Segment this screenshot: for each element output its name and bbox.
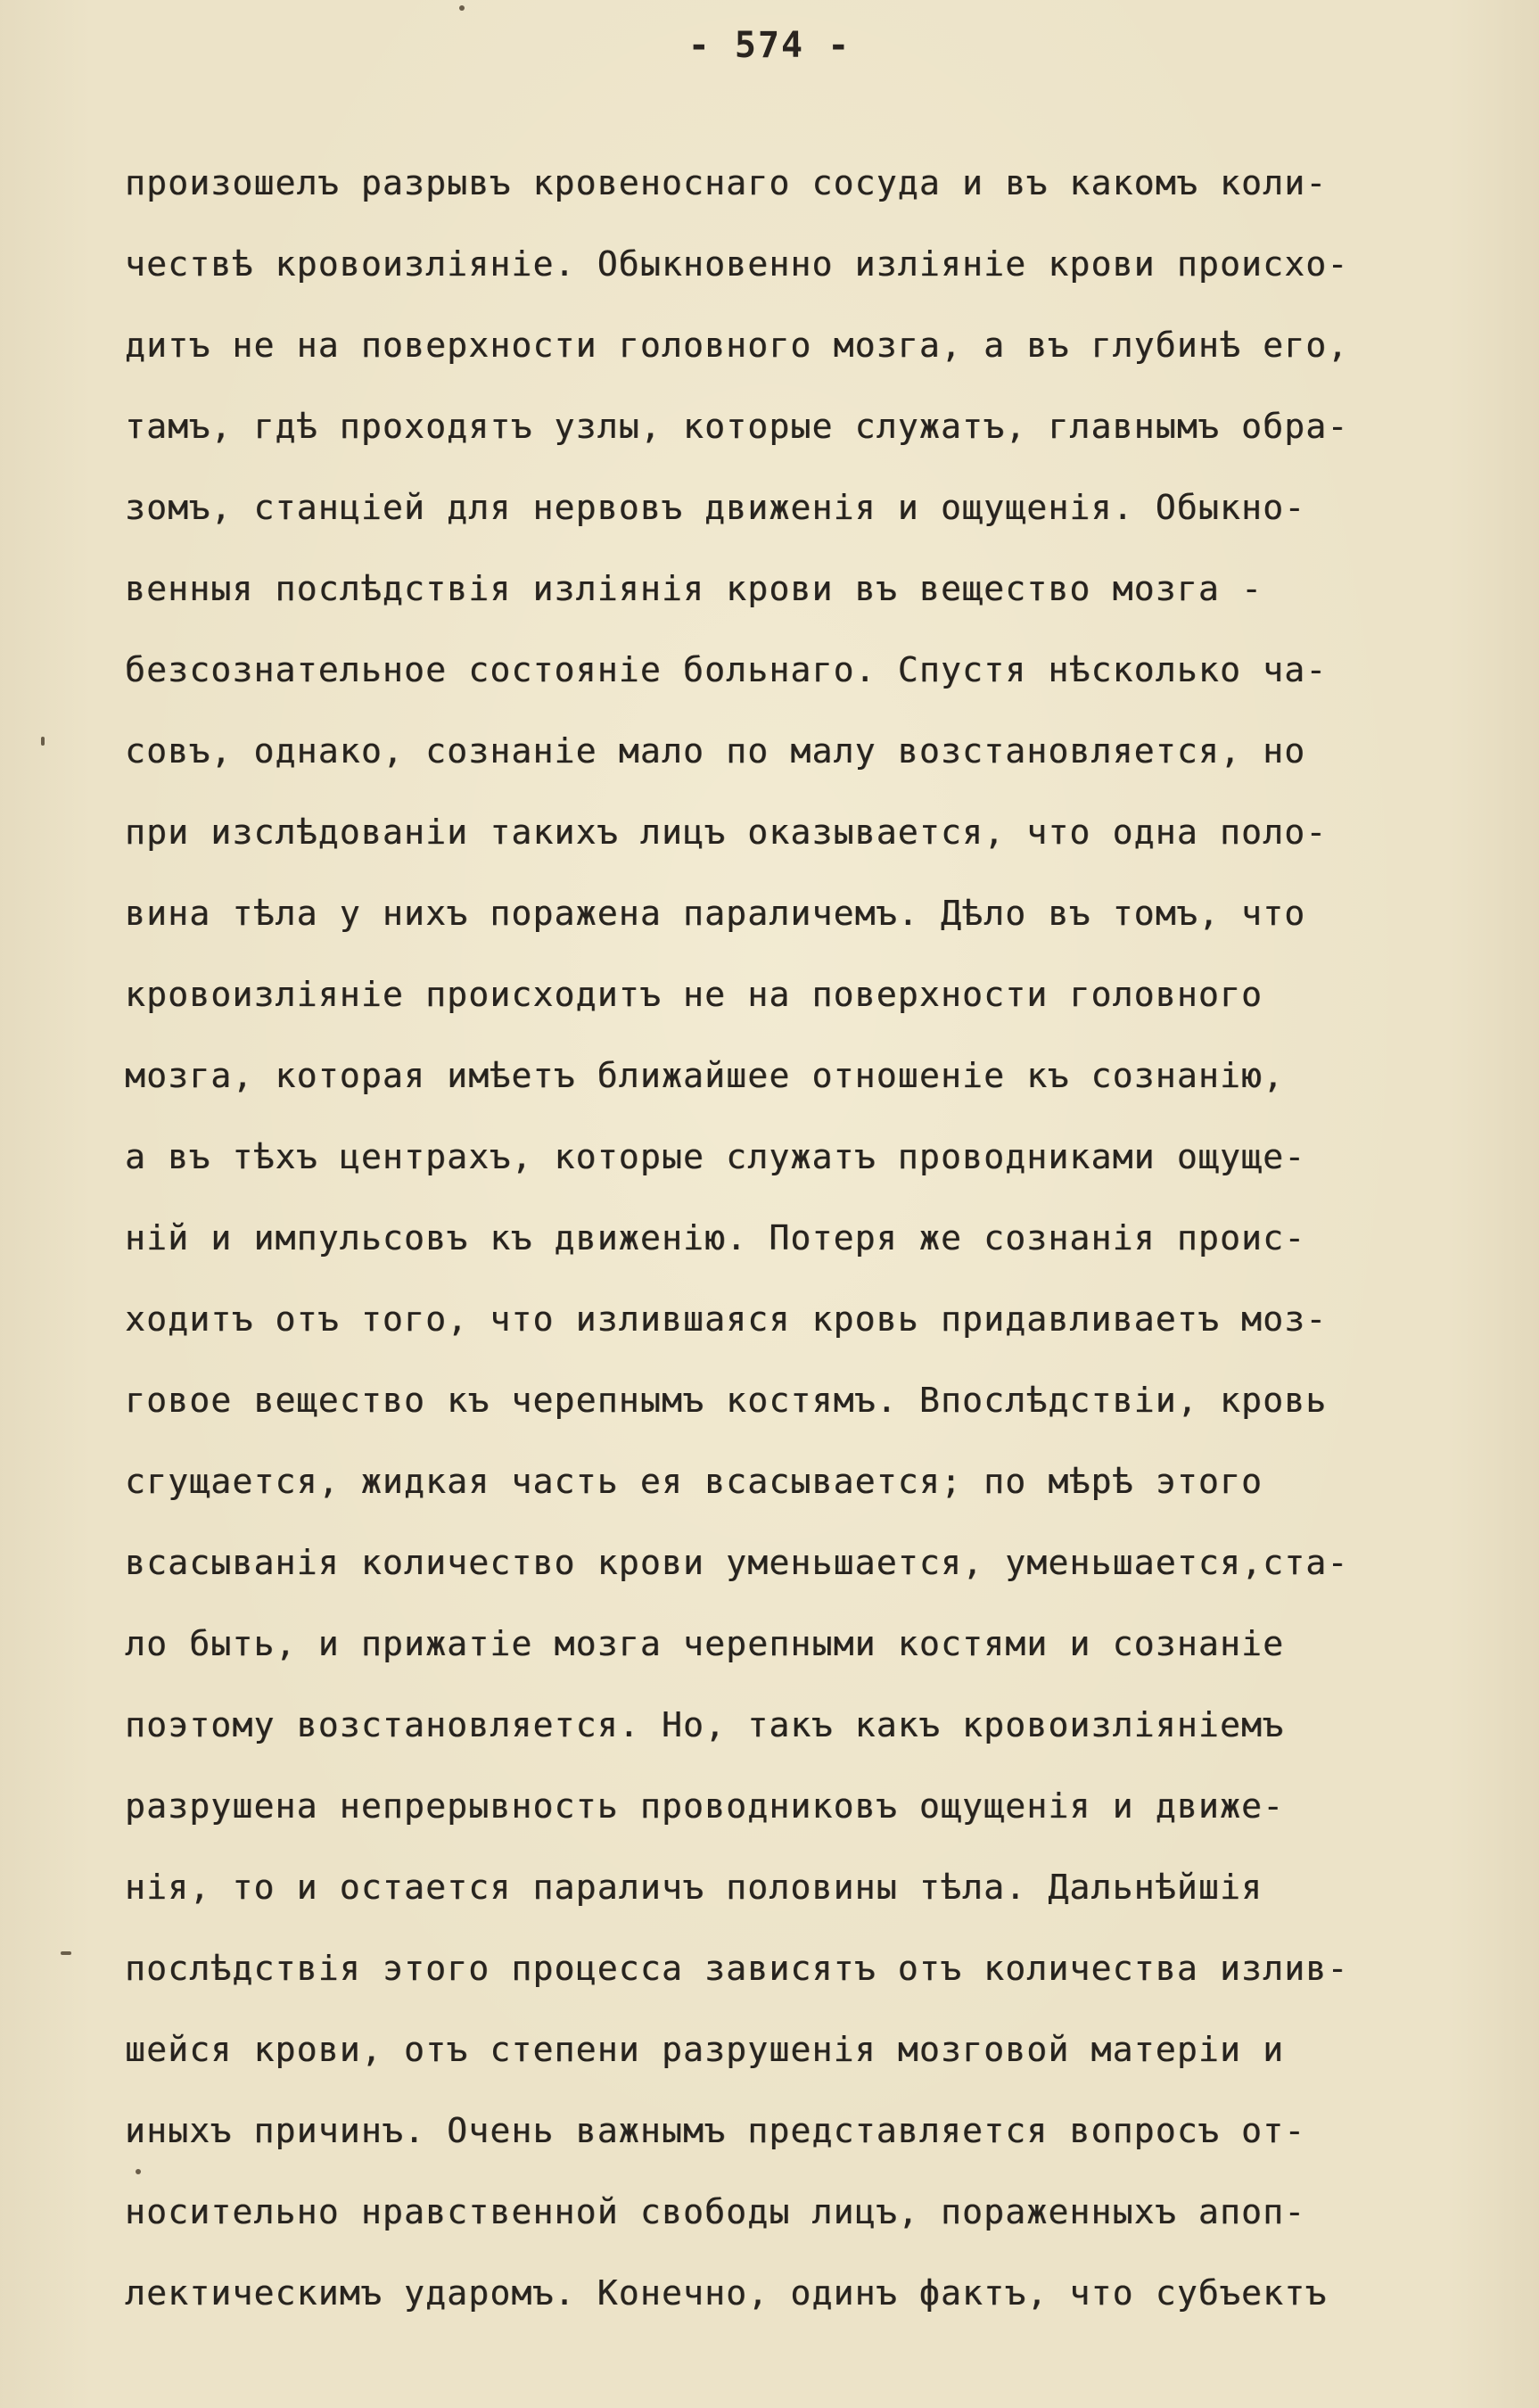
text-line: при изслѣдованiи такихъ лицъ оказывается, что одна поло- [125, 812, 1328, 852]
text-line: послѣдствiя этого процесса зависятъ отъ количества излив- [125, 1949, 1349, 1988]
text-line: всасыванiя количество крови уменьшается, уменьшается,ста- [125, 1543, 1349, 1582]
text-line: мозга, которая имѣетъ ближайшее отношенiе къ сознанiю, [125, 1056, 1285, 1095]
text-line: совъ, однако, сознанiе мало по малу возстановляется, но [125, 731, 1306, 771]
text-line: тамъ, гдѣ проходятъ узлы, которые служатъ, главнымъ обра- [125, 407, 1349, 446]
ink-speck [136, 2169, 141, 2174]
text-line: ло быть, и прижатiе мозга черепными костями и сознанiе [125, 1624, 1285, 1663]
ink-speck [41, 737, 45, 746]
text-line: лектическимъ ударомъ. Конечно, одинъ фактъ, что субъектъ [125, 2273, 1328, 2313]
text-line: венныя послѣдствiя излiянiя крови въ вещество мозга - [125, 569, 1263, 608]
text-line: шейся крови, отъ степени разрушенiя мозговой матерiи и [125, 2030, 1285, 2069]
text-line: нiй и импульсовъ къ движенiю. Потеря же сознанiя проис- [125, 1218, 1306, 1258]
text-line: дитъ не на поверхности головного мозга, а въ глубинѣ его, [125, 326, 1349, 365]
text-line: а въ тѣхъ центрахъ, которые служатъ проводниками ощуще- [125, 1137, 1306, 1176]
text-line: вина тѣла у нихъ поражена параличемъ. Дѣло въ томъ, что [125, 894, 1306, 933]
text-line: разрушена непрерывность проводниковъ ощущенiя и движе- [125, 1786, 1285, 1826]
text-line: говое вещество къ черепнымъ костямъ. Впослѣдствiи, кровь [125, 1381, 1328, 1420]
text-line: чествѣ кровоизлiянiе. Обыкновенно излiянiе крови происхо- [125, 244, 1349, 284]
text-line: сгущается, жидкая часть ея всасывается; по мѣрѣ этого [125, 1462, 1263, 1501]
text-line: безсознательное состоянiе больнаго. Спустя нѣсколько ча- [125, 650, 1328, 689]
text-line: поэтому возстановляется. Но, такъ какъ кровоизлiянiемъ [125, 1705, 1285, 1744]
text-line: ходитъ отъ того, что излившаяся кровь придавливаетъ моз- [125, 1299, 1328, 1339]
body-text [125, 143, 1516, 2334]
text-line: иныхъ причинъ. Очень важнымъ представляется вопросъ от- [125, 2111, 1306, 2150]
text-line: кровоизлiянiе происходитъ не на поверхности головного [125, 975, 1263, 1014]
text-line: зомъ, станцiей для нервовъ движенiя и ощущенiя. Обыкно- [125, 488, 1306, 527]
text-line: носительно нравственной свободы лицъ, пораженныхъ апоп- [125, 2192, 1306, 2231]
ink-speck [61, 1951, 71, 1955]
text-line: нiя, то и остается параличъ половины тѣла. Дальнѣйшiя [125, 1868, 1263, 1907]
page-number: - 574 - [687, 25, 852, 66]
ink-speck [459, 5, 465, 11]
text-line: произошелъ разрывъ кровеноснаго сосуда и въ какомъ коли- [125, 163, 1328, 202]
